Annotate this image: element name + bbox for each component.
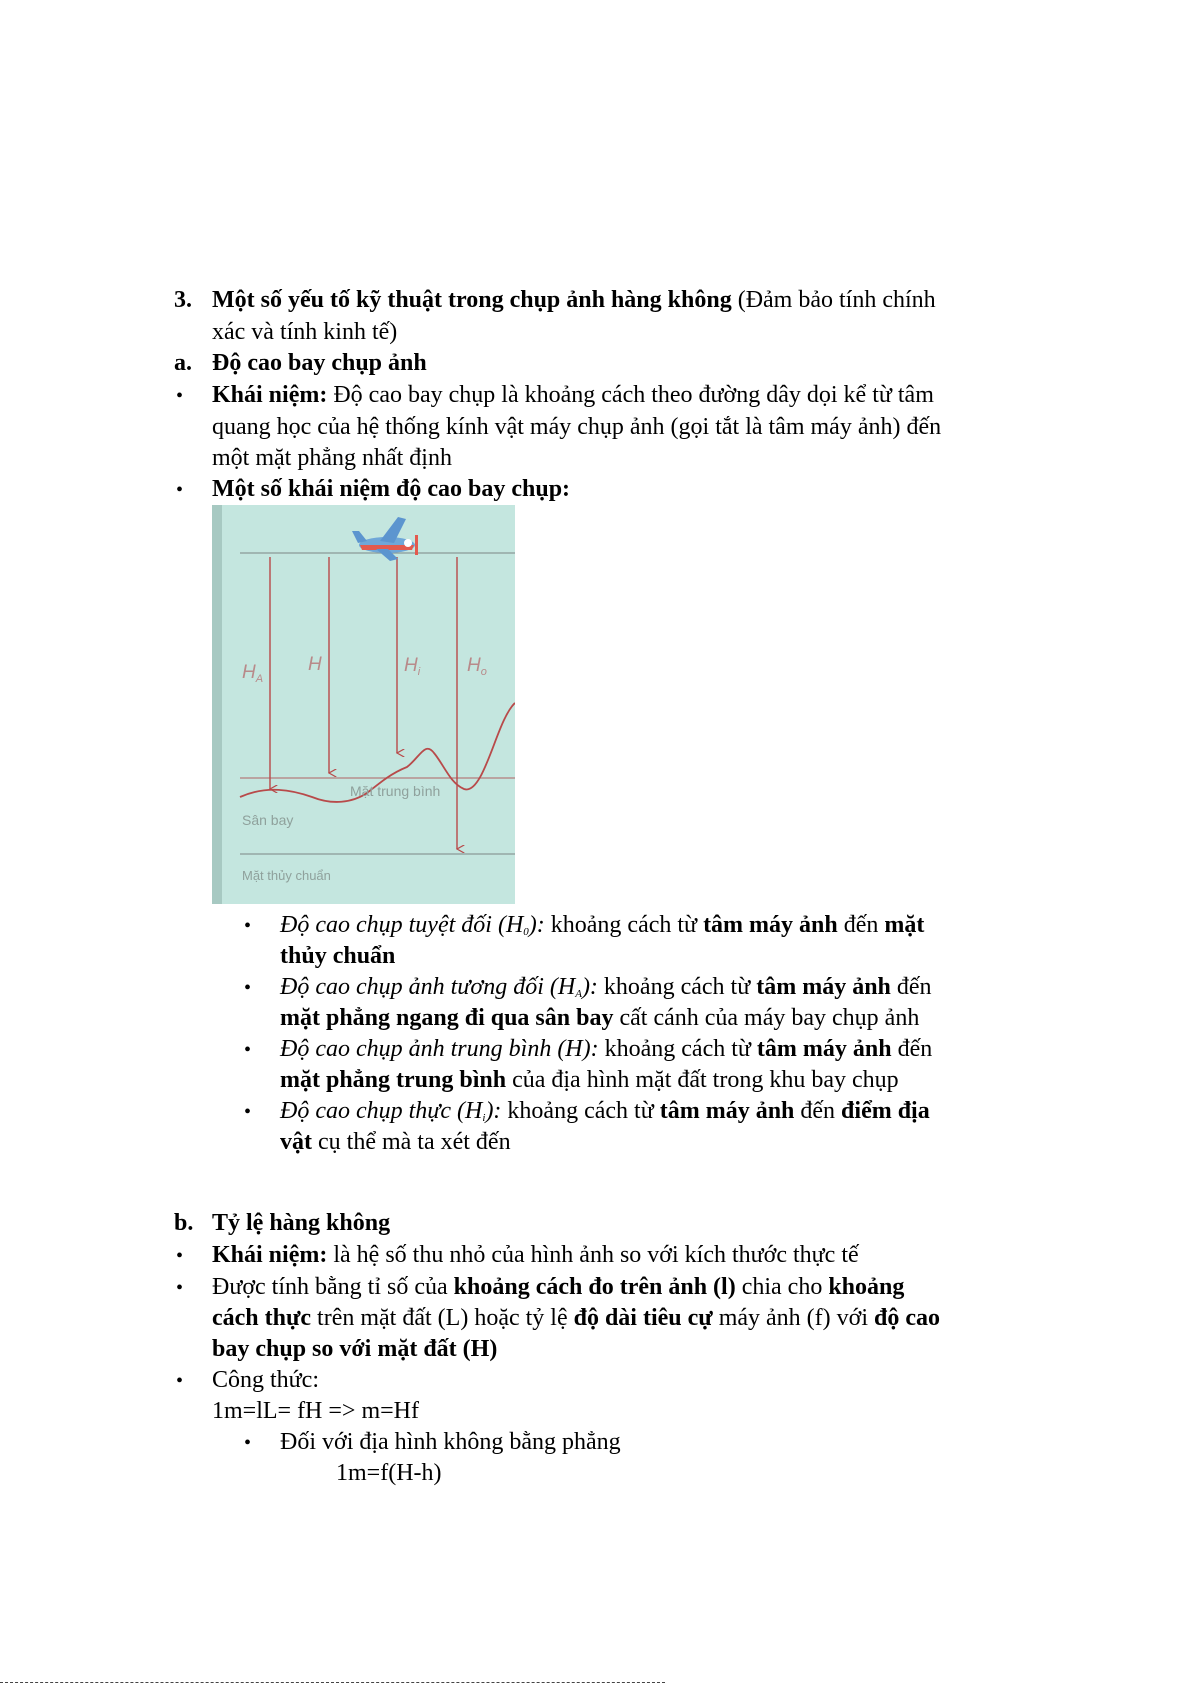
- formula: 1m=lL= fH => m=Hf: [212, 1398, 419, 1424]
- def-absolute-line-1: Độ cao chụp tuyệt đối $(H_0)$: khoảng cách từ tâm máy ảnh đến mặt: [280, 912, 925, 938]
- label-H: H: [308, 654, 322, 675]
- uneven-terrain-formula: 1m=f(H-h): [336, 1460, 442, 1486]
- part-a-heading: Độ cao bay chụp ảnh: [212, 350, 427, 376]
- types-heading: Một số khái niệm độ cao bay chụp:: [212, 476, 571, 502]
- label-sea-level: Mặt thủy chuẩn: [242, 868, 331, 883]
- def-relative-line-2: mặt phẳng ngang đi qua sân bay cất cánh của máy bay chụp ảnh: [280, 1005, 920, 1031]
- def-absolute-term: Độ cao chụp tuyệt đối $(H_0)$:: [280, 912, 545, 938]
- scale-calc-line-2: cách thực trên mặt đất (L) hoặc tỷ lệ độ dài tiêu cự máy ảnh (f) với độ cao: [212, 1305, 940, 1331]
- def-relative-line-1: Độ cao chụp ảnh tương đối $(H_A)$: khoảng cách từ tâm máy ảnh đến: [280, 974, 932, 1000]
- bullet: •: [244, 915, 252, 937]
- scale-calc-line-1: Được tính bằng tỉ số của khoảng cách đo trên ảnh (l) chia cho khoảng: [212, 1274, 905, 1300]
- scale-calc-line-3: bay chụp so với mặt đất (H): [212, 1336, 498, 1362]
- section-number: 3.: [174, 287, 192, 313]
- def-mean-term: Độ cao chụp ảnh trung bình (H):: [280, 1036, 599, 1062]
- part-b-heading: Tỷ lệ hàng không: [212, 1210, 391, 1236]
- label-H0: $H_o$: [467, 655, 487, 678]
- def-relative-term: Độ cao chụp ảnh tương đối $(H_A)$:: [280, 974, 598, 1000]
- concept-label: Khái niệm:: [212, 382, 328, 408]
- bullet: •: [244, 1039, 252, 1061]
- section-title-line: [212, 285, 936, 316]
- uneven-terrain-label: Đối với địa hình không bằng phẳng: [280, 1429, 621, 1455]
- concept-line-2: quang học của hệ thống kính vật máy chụp ảnh (gọi tắt là tâm máy ảnh) đến: [212, 414, 942, 440]
- label-mean-plane: Mặt trung bình: [350, 783, 441, 799]
- def-actual-line-1: Độ cao chụp thực $(H_i)$: khoảng cách từ tâm máy ảnh đến điểm địa: [280, 1098, 930, 1124]
- bullet: •: [244, 977, 252, 999]
- formula-label: Công thức:: [212, 1367, 320, 1393]
- bullet: •: [176, 479, 184, 501]
- label-airport: Sân bay: [242, 812, 294, 828]
- section-note-cont: xác và tính kinh tế): [212, 319, 398, 345]
- bullet: •: [244, 1101, 252, 1123]
- altitude-diagram-svg: [212, 505, 515, 904]
- section-title: Một số yếu tố kỹ thuật trong chụp ảnh hàng không: [212, 287, 732, 313]
- screen-edge: [212, 505, 222, 904]
- concept-line-1: Khái niệm: Độ cao bay chụp là khoảng cách theo đường dây dọi kể từ tâm: [212, 382, 934, 408]
- bullet: •: [176, 1245, 184, 1267]
- def-actual-term: Độ cao chụp thực $(H_i)$:: [280, 1098, 502, 1124]
- def-mean-line-2: mặt phẳng trung bình của địa hình mặt đất trong khu bay chụp: [280, 1067, 899, 1093]
- bullet: •: [176, 385, 184, 407]
- def-mean-line-1: Độ cao chụp ảnh trung bình (H): khoảng cách từ tâm máy ảnh đến: [280, 1036, 933, 1062]
- bullet: •: [176, 1277, 184, 1299]
- label-Hi: $H_i$: [404, 655, 421, 678]
- part-a-letter: a.: [174, 350, 192, 376]
- section-note: (Đảm bảo tính chính: [737, 287, 936, 313]
- altitude-diagram: [212, 505, 515, 904]
- concept-line-3: một mặt phẳng nhất định: [212, 445, 452, 471]
- scale-concept: Khái niệm: là hệ số thu nhỏ của hình ảnh so với kích thước thực tế: [212, 1242, 859, 1268]
- def-absolute-line-2: thủy chuẩn: [280, 943, 396, 969]
- airplane-icon: [352, 517, 418, 561]
- bullet: •: [244, 1432, 252, 1454]
- bullet: •: [176, 1370, 184, 1392]
- part-b-letter: b.: [174, 1210, 194, 1236]
- def-actual-line-2: vật cụ thể mà ta xét đến: [280, 1129, 511, 1155]
- label-HA: $H_A$: [242, 662, 264, 685]
- footer-rule: [0, 1682, 665, 1684]
